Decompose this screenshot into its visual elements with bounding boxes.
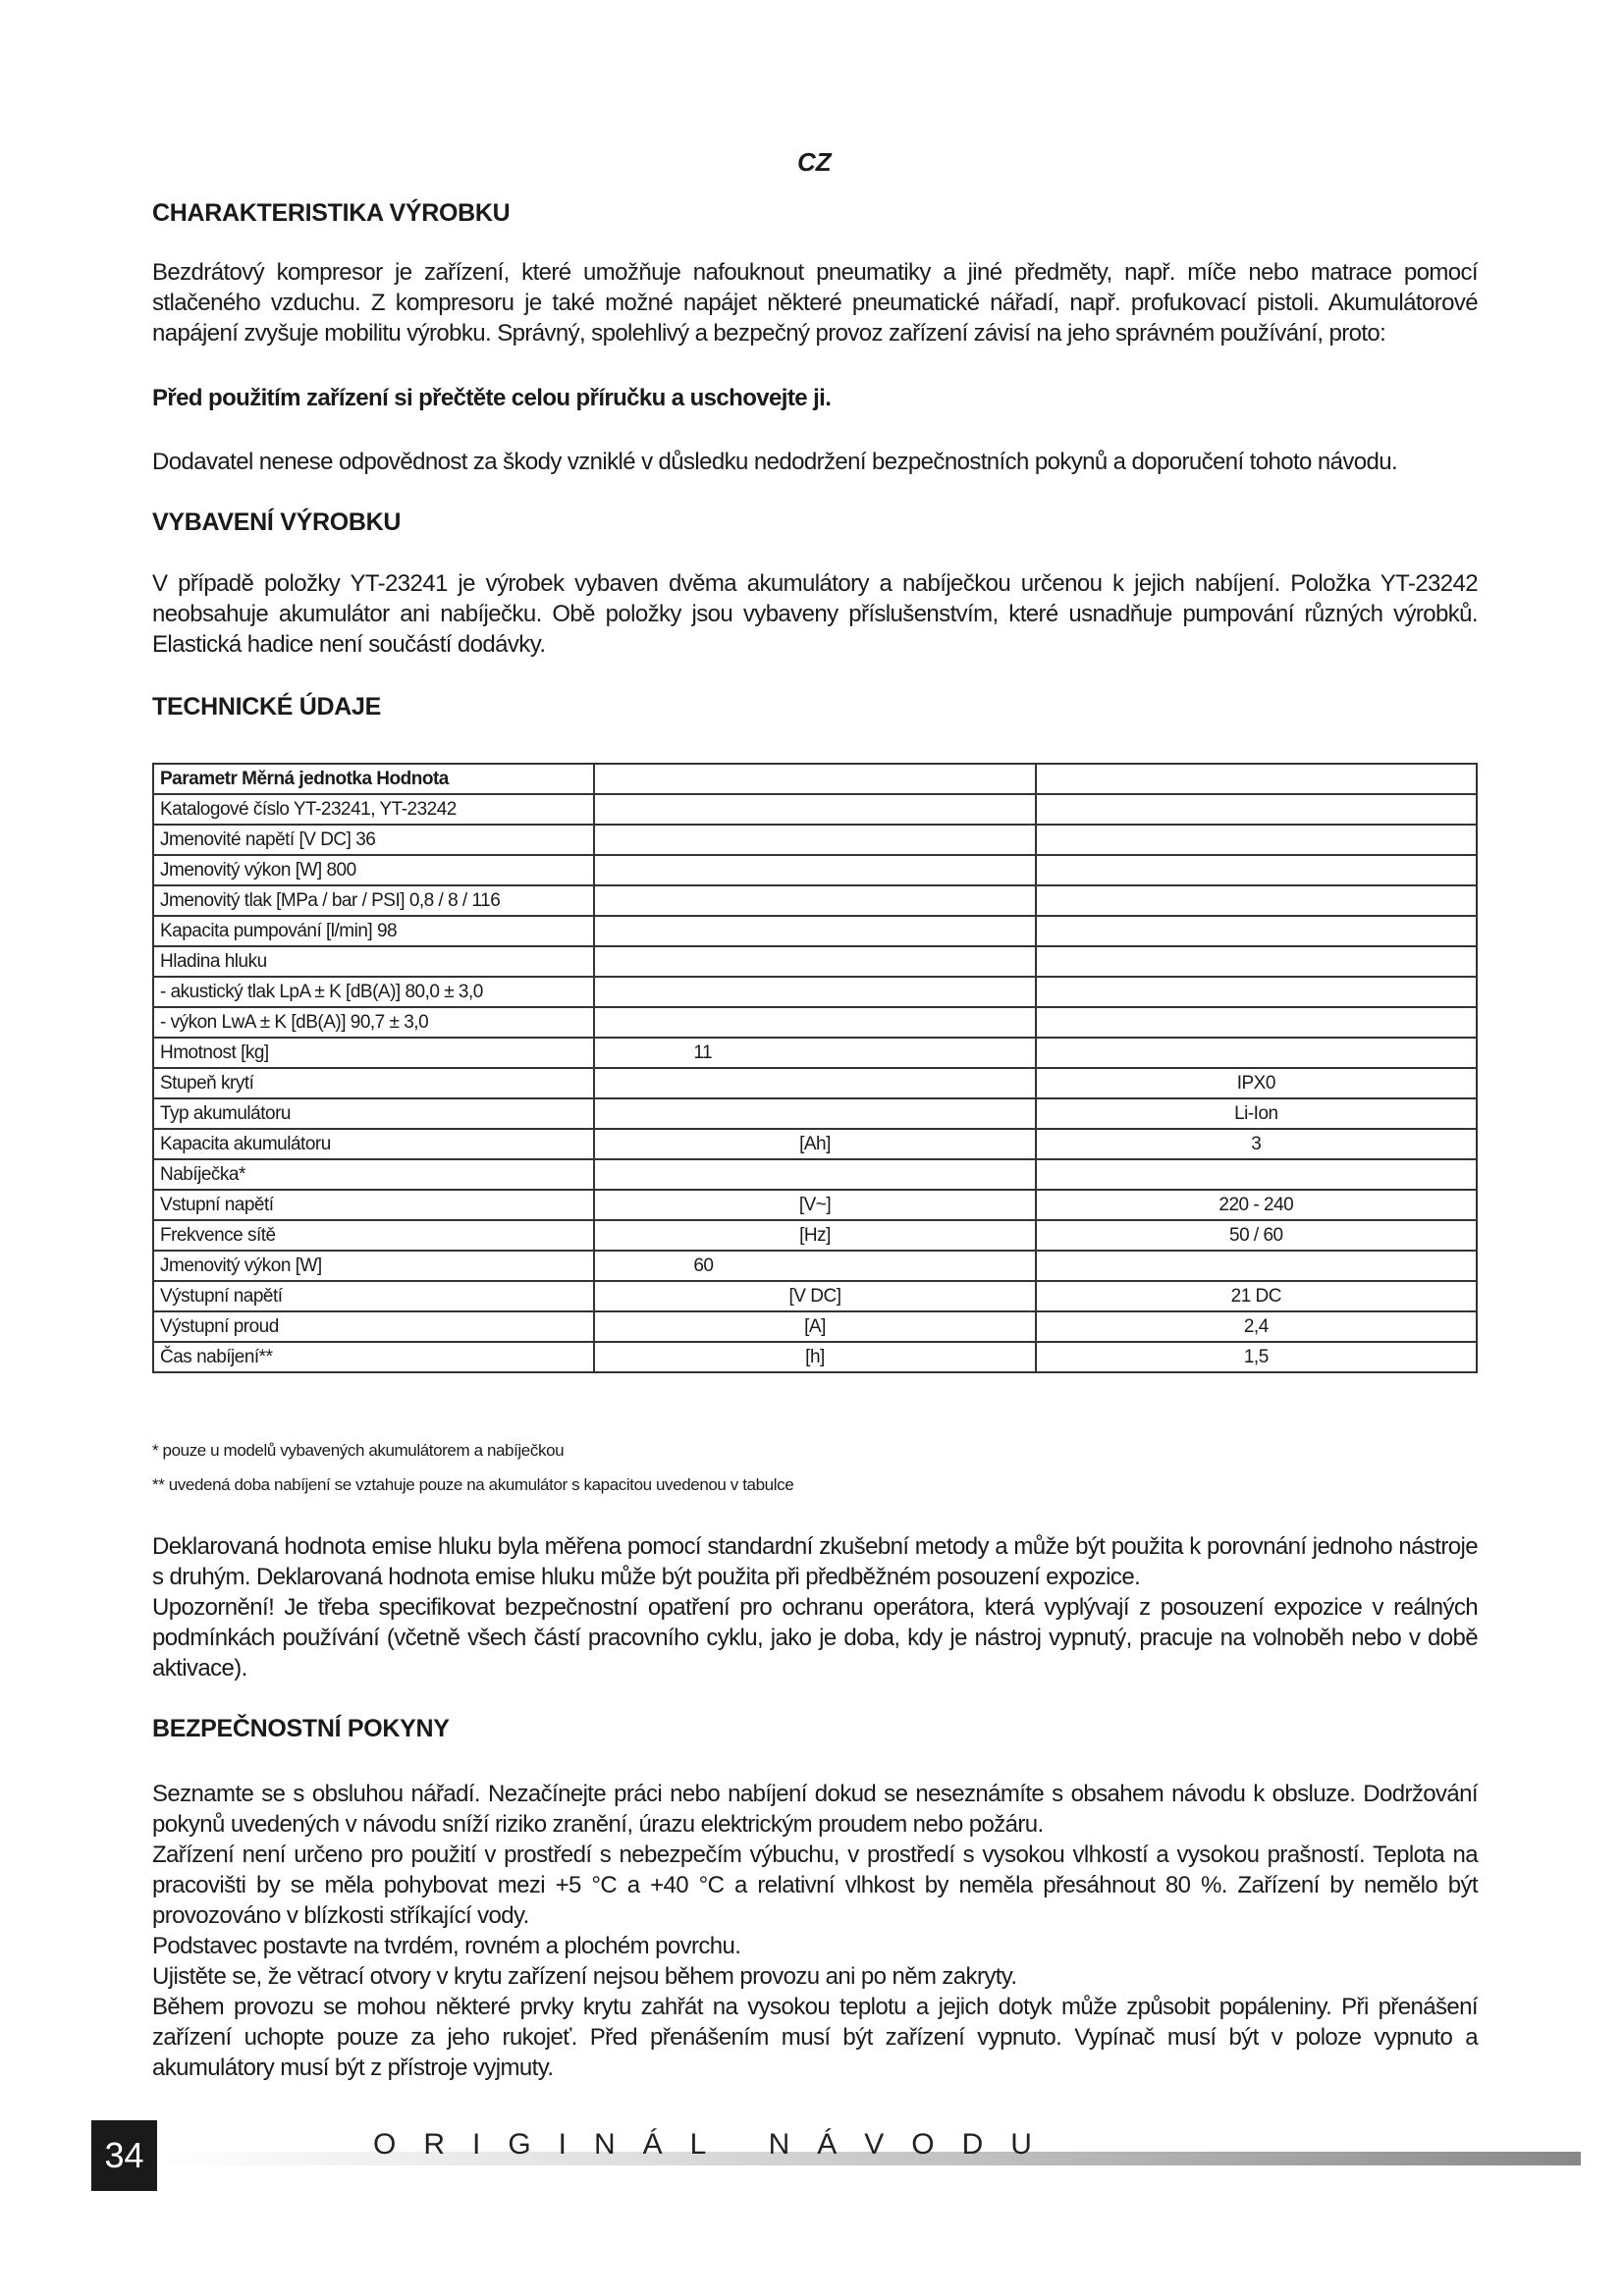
- param-cell: Čas nabíjení**: [153, 1342, 594, 1372]
- paragraph: Zařízení není určeno pro použití v prostředí s nebezpečím výbuchu, v prostředí s vysokou vlhkostí a vysokou prašností. Teplota na pracovišti by se měla pohybovat mezi +5 °C a +40 °C a relativní vlhkost by neměla přesáhnout 80 %. Zařízení by nemělo být provozováno v blízkosti stříkající vody.: [152, 1842, 1478, 1929]
- param-cell: Jmenovitý výkon [W] 800: [153, 855, 594, 885]
- table-row: [153, 1251, 1477, 1281]
- table-row: [153, 764, 1477, 794]
- value-cell: [1036, 1007, 1477, 1038]
- param-cell: Nabíječka*: [153, 1159, 594, 1190]
- paragraph: V případě položky YT-23241 je výrobek vybaven dvěma akumulátory a nabíječkou určenou k jejich nabíjení. Položka YT-23242 neobsahuje akumulátor ani nabíječku. Obě položky jsou vybaveny příslušenstvím, které usnadňuje pumpování různých výrobků. Elastická hadice není součástí dodávky.: [152, 570, 1478, 658]
- param-cell: Frekvence sítě: [153, 1220, 594, 1251]
- param-cell: Stupeň krytí: [153, 1068, 594, 1098]
- value-cell: [1036, 977, 1477, 1007]
- warning-paragraph: Před použitím zařízení si přečtěte celou příručku a uschovejte ji.: [152, 385, 832, 411]
- page-number: 34: [91, 2120, 157, 2191]
- safety-paragraphs: [152, 1779, 1478, 2083]
- value-cell: [1036, 1159, 1477, 1190]
- value-cell: [1036, 916, 1477, 946]
- param-cell: Typ akumulátoru: [153, 1098, 594, 1129]
- param-cell: Parametr Měrná jednotka Hodnota: [153, 764, 594, 794]
- param-cell: - akustický tlak LpA ± K [dB(A)] 80,0 ± 3,0: [153, 977, 594, 1007]
- param-cell: Kapacita pumpování [l/min] 98: [153, 916, 594, 946]
- table-row: [153, 1159, 1477, 1190]
- unit-cell: [594, 764, 1035, 794]
- value-cell: Li-Ion: [1036, 1098, 1477, 1129]
- table-row: [153, 885, 1477, 916]
- paragraph: Upozornění! Je třeba specifikovat bezpečnostní opatření pro ochranu operátora, která vyplývají z posouzení expozice v reálných podmínkách používání (včetně všech částí pracovního cyklu, jako je doba, kdy je nástroj vypnutý, pracuje na volnoběh nebo v době aktivace).: [152, 1594, 1478, 1682]
- unit-cell: [594, 825, 1035, 855]
- language-code: CZ: [797, 147, 832, 177]
- param-cell: Kapacita akumulátoru: [153, 1129, 594, 1159]
- unit-cell: [594, 1159, 1035, 1190]
- param-cell: - výkon LwA ± K [dB(A)] 90,7 ± 3,0: [153, 1007, 594, 1038]
- section-heading-safety: BEZPEČNOSTNÍ POKYNY: [152, 1715, 450, 1742]
- paragraph: Ujistěte se, že větrací otvory v krytu zařízení nejsou během provozu ani po něm zakryty.: [152, 1963, 1017, 1990]
- table-row: [153, 855, 1477, 885]
- table-row: [153, 1281, 1477, 1311]
- unit-cell: 11: [594, 1038, 1035, 1068]
- unit-cell: [594, 977, 1035, 1007]
- paragraph: Deklarovaná hodnota emise hluku byla měřena pomocí standardní zkušební metody a může být použita k porovnání jednoho nástroje s druhým. Deklarovaná hodnota emise hluku může být použita při předběžném posouzení expozice.: [152, 1533, 1478, 1590]
- section-heading-characteristics: CHARAKTERISTIKA VÝROBKU: [152, 199, 511, 227]
- table-row: [153, 1068, 1477, 1098]
- value-cell: 3: [1036, 1129, 1477, 1159]
- section-heading-equipment: VYBAVENÍ VÝROBKU: [152, 508, 402, 536]
- param-cell: Výstupní proud: [153, 1311, 594, 1342]
- paragraph: Během provozu se mohou některé prvky krytu zahřát na vysokou teplotu a jejich dotyk může způsobit popáleniny. Při přenášení zařízení uchopte pouze za jeho rukojeť. Před přenášením musí být zařízení vypnuto. Vypínač musí být v poloze vypnuto a akumulátory musí být z přístroje vyjmuty.: [152, 1994, 1478, 2081]
- unit-cell: 60: [594, 1251, 1035, 1281]
- value-cell: 1,5: [1036, 1342, 1477, 1372]
- param-cell: Jmenovité napětí [V DC] 36: [153, 825, 594, 855]
- unit-cell: [h]: [594, 1342, 1035, 1372]
- unit-cell: [V~]: [594, 1190, 1035, 1220]
- paragraph: Dodavatel nenese odpovědnost za škody vzniklé v důsledku nedodržení bezpečnostních pokynů a doporučení tohoto návodu.: [152, 449, 1398, 475]
- unit-cell: [594, 885, 1035, 916]
- table-row: [153, 825, 1477, 855]
- unit-cell: [Hz]: [594, 1220, 1035, 1251]
- table-row: [153, 1220, 1477, 1251]
- unit-cell: [594, 1068, 1035, 1098]
- unit-cell: [Ah]: [594, 1129, 1035, 1159]
- table-row: [153, 1038, 1477, 1068]
- table-row: [153, 1007, 1477, 1038]
- value-cell: [1036, 1251, 1477, 1281]
- value-cell: IPX0: [1036, 1068, 1477, 1098]
- value-cell: [1036, 764, 1477, 794]
- footer-text: ORIGINÁL NÁVODU: [373, 2128, 1059, 2161]
- table-row: [153, 1129, 1477, 1159]
- param-cell: Vstupní napětí: [153, 1190, 594, 1220]
- param-cell: Katalogové číslo YT-23241, YT-23242: [153, 794, 594, 825]
- unit-cell: [594, 855, 1035, 885]
- param-cell: Jmenovitý tlak [MPa / bar / PSI] 0,8 / 8 / 116: [153, 885, 594, 916]
- table-row: [153, 794, 1477, 825]
- table-row: [153, 946, 1477, 977]
- table-row: [153, 1098, 1477, 1129]
- unit-cell: [594, 794, 1035, 825]
- value-cell: 50 / 60: [1036, 1220, 1477, 1251]
- param-cell: Hladina hluku: [153, 946, 594, 977]
- paragraph: Seznamte se s obsluhou nářadí. Nezačínejte práci nebo nabíjení dokud se neseznámíte s obsahem návodu k obsluze. Dodržování pokynů uvedených v návodu sníží riziko zranění, úrazu elektrickým proudem nebo požáru.: [152, 1781, 1478, 1838]
- footnote: * pouze u modelů vybavených akumulátorem a nabíječkou: [152, 1441, 565, 1460]
- unit-cell: [A]: [594, 1311, 1035, 1342]
- table-row: [153, 977, 1477, 1007]
- value-cell: 220 - 240: [1036, 1190, 1477, 1220]
- value-cell: [1036, 855, 1477, 885]
- unit-cell: [594, 946, 1035, 977]
- unit-cell: [594, 1007, 1035, 1038]
- param-cell: Hmotnost [kg]: [153, 1038, 594, 1068]
- value-cell: [1036, 946, 1477, 977]
- table-row: [153, 1342, 1477, 1372]
- unit-cell: [594, 1098, 1035, 1129]
- value-cell: [1036, 825, 1477, 855]
- unit-cell: [V DC]: [594, 1281, 1035, 1311]
- paragraph: Bezdrátový kompresor je zařízení, které umožňuje nafouknout pneumatiky a jiné předměty, např. míče nebo matrace pomocí stlačeného vzduchu. Z kompresoru je také možné napájet některé pneumatické nářadí, např. profukovací pistoli. Akumulátorové napájení zvyšuje mobilitu výrobku. Správný, spolehlivý a bezpečný provoz zařízení závisí na jeho správném používání, proto:: [152, 259, 1478, 347]
- param-cell: Jmenovitý výkon [W]: [153, 1251, 594, 1281]
- paragraph: Podstavec postavte na tvrdém, rovném a plochém povrchu.: [152, 1933, 741, 1959]
- table-row: [153, 1311, 1477, 1342]
- table-row: [153, 916, 1477, 946]
- param-cell: Výstupní napětí: [153, 1281, 594, 1311]
- table-row: [153, 1190, 1477, 1220]
- value-cell: 21 DC: [1036, 1281, 1477, 1311]
- noise-paragraphs: [152, 1531, 1478, 1683]
- footnote: ** uvedená doba nabíjení se vztahuje pouze na akumulátor s kapacitou uvedenou v tabulce: [152, 1475, 794, 1494]
- technical-data-table: [152, 763, 1478, 1373]
- section-heading-technical-data: TECHNICKÉ ÚDAJE: [152, 693, 382, 721]
- value-cell: [1036, 794, 1477, 825]
- value-cell: [1036, 1038, 1477, 1068]
- value-cell: 2,4: [1036, 1311, 1477, 1342]
- value-cell: [1036, 885, 1477, 916]
- unit-cell: [594, 916, 1035, 946]
